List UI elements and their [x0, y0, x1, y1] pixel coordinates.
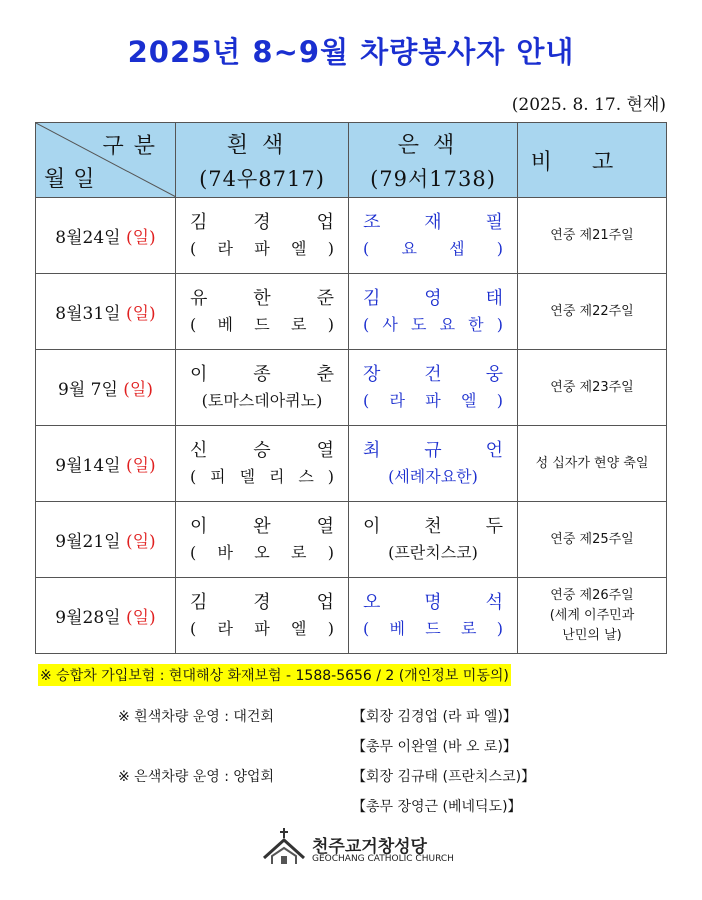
- white-volunteer-name: [190, 438, 334, 464]
- white-volunteer-name: [190, 362, 334, 388]
- table-row: [36, 578, 667, 654]
- liturgical-note: 연중 제22주일: [550, 303, 634, 319]
- saint-char: 바: [217, 542, 233, 562]
- logo-korean: 천주교거창성당: [312, 837, 427, 857]
- silver-volunteer-cell: [349, 350, 518, 426]
- date-cell: [36, 274, 176, 350]
- name-char: 이: [190, 515, 208, 537]
- white-volunteer-cell: [176, 578, 349, 654]
- saint-char: ): [327, 466, 334, 486]
- saint-char: 파: [425, 390, 441, 410]
- service-date: 8월31일: [55, 304, 121, 324]
- liturgical-note: 연중 제21주일: [550, 227, 634, 243]
- saint-char: 베: [217, 314, 233, 334]
- operation-line: [118, 796, 522, 816]
- saint-char: ): [327, 238, 334, 258]
- table-row: [36, 502, 667, 578]
- saint-char: 피: [210, 466, 226, 486]
- white-volunteer-saint-name: [190, 464, 334, 490]
- note-cell: [518, 426, 667, 502]
- white-volunteer-cell: [176, 350, 349, 426]
- saint-char: 라: [389, 390, 405, 410]
- saint-char: (: [363, 238, 370, 258]
- saint-char: ): [327, 314, 334, 334]
- name-char: 완: [253, 515, 271, 537]
- name-char: 업: [316, 211, 334, 233]
- saint-char: (: [190, 542, 197, 562]
- operation-line: [118, 706, 517, 726]
- header-bigo: 비고: [518, 123, 667, 198]
- saint-char: ): [496, 314, 503, 334]
- name-char: 춘: [316, 363, 334, 385]
- date-cell: [36, 350, 176, 426]
- table-row: [36, 198, 667, 274]
- header-silver-car: [349, 123, 518, 198]
- white-volunteer-name: [190, 514, 334, 540]
- silver-volunteer-cell: [349, 502, 518, 578]
- name-char: 조: [363, 211, 381, 233]
- name-char: 경: [253, 211, 271, 233]
- silver-car-name: 은색: [397, 132, 469, 158]
- name-char: 장: [363, 363, 381, 385]
- sunday-marker: (일): [126, 304, 156, 324]
- page-title: 2025년 8~9월 차량봉사자 안내: [127, 35, 575, 69]
- silver-volunteer-name: [363, 210, 503, 236]
- silver-volunteer-name: [363, 590, 503, 616]
- schedule-table: [35, 122, 667, 654]
- silver-volunteer-saint-name: [363, 236, 503, 262]
- table-header-row: [36, 123, 667, 198]
- service-date: 8월24일: [55, 228, 121, 248]
- name-char: 언: [485, 439, 503, 461]
- name-char: 최: [363, 439, 381, 461]
- saint-char: 엘: [290, 238, 307, 258]
- name-char: 규: [424, 439, 442, 461]
- saint-char: (: [190, 618, 197, 638]
- saint-char: 로: [290, 542, 307, 562]
- sunday-marker: (일): [126, 456, 156, 476]
- saint-char: 스: [298, 466, 314, 486]
- silver-volunteer-name: [363, 362, 503, 388]
- name-char: 열: [316, 515, 334, 537]
- white-volunteer-saint-name: [190, 388, 334, 414]
- church-icon: [262, 826, 306, 870]
- table-row: [36, 426, 667, 502]
- saint-char: 오: [254, 542, 270, 562]
- saint-char: (: [363, 618, 370, 638]
- note-cell: [518, 578, 667, 654]
- saint-char: ): [327, 542, 334, 562]
- saint-char: 리: [268, 466, 285, 486]
- saint-char: 델: [239, 466, 256, 486]
- white-volunteer-saint-name: [190, 540, 334, 566]
- name-char: 준: [316, 287, 334, 309]
- saint-char: ): [496, 618, 503, 638]
- saint-char: (: [363, 390, 370, 410]
- saint-char: 파: [254, 238, 270, 258]
- white-volunteer-saint-name: [190, 312, 334, 338]
- saint-char: (: [190, 314, 197, 334]
- saint-char: (세례자요한): [388, 466, 478, 486]
- service-date: 9월14일: [55, 456, 121, 476]
- operation-officer: 【총무 장영근 (베네딕도)】: [352, 799, 522, 815]
- saint-char: 사: [382, 314, 398, 334]
- saint-char: (토마스데아퀴노): [201, 390, 323, 410]
- name-char: 이: [190, 363, 208, 385]
- service-date: 9월 7일: [58, 380, 118, 400]
- logo-english: GEOCHANG CATHOLIC CHURCH: [312, 854, 454, 864]
- silver-volunteer-saint-name: [363, 464, 503, 490]
- saint-char: 도: [410, 314, 427, 334]
- silver-volunteer-name: [363, 438, 503, 464]
- saint-char: 한: [468, 314, 484, 334]
- operation-label: ※ 흰색차량 운영 : 대건회: [118, 709, 274, 725]
- name-char: 신: [190, 439, 208, 461]
- saint-char: 파: [254, 618, 270, 638]
- note-cell: [518, 274, 667, 350]
- saint-char: (: [190, 238, 197, 258]
- header-white-car: [176, 123, 349, 198]
- name-char: 오: [363, 591, 381, 613]
- name-char: 태: [485, 287, 503, 309]
- name-char: 유: [190, 287, 208, 309]
- name-char: 종: [253, 363, 271, 385]
- name-char: 김: [363, 287, 381, 309]
- saint-char: 요: [401, 238, 417, 258]
- saint-char: (: [363, 314, 370, 334]
- saint-char: 베: [389, 618, 405, 638]
- saint-char: 드: [425, 618, 441, 638]
- date-cell: [36, 426, 176, 502]
- silver-volunteer-name: [363, 286, 503, 312]
- note-cell: [518, 502, 667, 578]
- silver-volunteer-cell: [349, 274, 518, 350]
- service-date: 9월28일: [55, 608, 121, 628]
- saint-char: 로: [460, 618, 477, 638]
- date-note: (2025. 8. 17. 현재): [511, 95, 666, 115]
- operation-label: ※ 은색차량 운영 : 양업회: [118, 769, 274, 785]
- silver-volunteer-saint-name: [363, 540, 503, 566]
- service-date: 9월21일: [55, 532, 121, 552]
- white-volunteer-cell: [176, 502, 349, 578]
- date-cell: [36, 502, 176, 578]
- name-char: 승: [253, 439, 271, 461]
- white-car-plate: (74우8717): [199, 166, 325, 191]
- operation-officer: 【회장 김경업 (라 파 엘)】: [352, 709, 517, 725]
- name-char: 웅: [485, 363, 503, 385]
- date-cell: [36, 198, 176, 274]
- name-char: 필: [485, 211, 503, 233]
- name-char: 김: [190, 591, 208, 613]
- operation-officer: 【총무 이완열 (바 오 로)】: [352, 739, 517, 755]
- insurance-note: ※ 승합차 가입보험 : 현대해상 화재보험 - 1588-5656 / 2 (개인정보 미동의): [38, 664, 511, 686]
- name-char: 명: [424, 591, 442, 613]
- header-diagonal-cell: [36, 123, 176, 198]
- white-car-name: 흰색: [226, 132, 298, 158]
- name-char: 김: [190, 211, 208, 233]
- liturgical-note: 연중 제23주일: [550, 379, 634, 395]
- sunday-marker: (일): [126, 608, 156, 628]
- name-char: 재: [424, 211, 442, 233]
- name-char: 열: [316, 439, 334, 461]
- note-cell: [518, 198, 667, 274]
- name-char: 영: [424, 287, 442, 309]
- saint-char: 로: [290, 314, 307, 334]
- name-char: 석: [485, 591, 503, 613]
- silver-volunteer-name: [363, 514, 503, 540]
- header-gubun: 구분: [102, 134, 165, 159]
- silver-car-plate: (79서1738): [370, 166, 496, 191]
- saint-char: 라: [217, 618, 233, 638]
- name-char: 경: [253, 591, 271, 613]
- silver-volunteer-cell: [349, 578, 518, 654]
- saint-char: (: [190, 466, 197, 486]
- saint-char: (프란치스코): [388, 542, 478, 562]
- liturgical-note: 연중 제26주일 (세계 이주민과 난민의 날): [549, 587, 635, 643]
- date-cell: [36, 578, 176, 654]
- saint-char: 드: [254, 314, 270, 334]
- sunday-marker: (일): [126, 532, 156, 552]
- white-volunteer-cell: [176, 426, 349, 502]
- silver-volunteer-saint-name: [363, 388, 503, 414]
- white-volunteer-name: [190, 590, 334, 616]
- saint-char: ): [496, 238, 503, 258]
- operation-line: [118, 766, 535, 786]
- saint-char: 셉: [449, 238, 465, 258]
- silver-volunteer-cell: [349, 426, 518, 502]
- note-cell: [518, 350, 667, 426]
- silver-volunteer-saint-name: [363, 312, 503, 338]
- name-char: 업: [316, 591, 334, 613]
- church-logo: [262, 826, 454, 874]
- silver-volunteer-saint-name: [363, 616, 503, 642]
- saint-char: ): [496, 390, 503, 410]
- saint-char: ): [327, 618, 334, 638]
- white-volunteer-name: [190, 286, 334, 312]
- table-row: [36, 350, 667, 426]
- saint-char: 라: [217, 238, 233, 258]
- white-volunteer-saint-name: [190, 236, 334, 262]
- header-wolil: 월일: [44, 167, 103, 192]
- name-char: 두: [485, 515, 503, 537]
- white-volunteer-cell: [176, 198, 349, 274]
- operation-officer: 【회장 김규태 (프란치스코)】: [352, 769, 536, 785]
- liturgical-note: 성 십자가 현양 축일: [535, 455, 649, 471]
- sunday-marker: (일): [123, 380, 153, 400]
- name-char: 이: [363, 515, 381, 537]
- operation-line: [118, 736, 517, 756]
- saint-char: 요: [439, 314, 456, 334]
- name-char: 한: [253, 287, 271, 309]
- name-char: 천: [424, 515, 442, 537]
- white-volunteer-cell: [176, 274, 349, 350]
- table-row: [36, 274, 667, 350]
- liturgical-note: 연중 제25주일: [550, 531, 634, 547]
- name-char: 건: [424, 363, 442, 385]
- silver-volunteer-cell: [349, 198, 518, 274]
- white-volunteer-saint-name: [190, 616, 334, 642]
- white-volunteer-name: [190, 210, 334, 236]
- saint-char: 엘: [290, 618, 307, 638]
- sunday-marker: (일): [126, 228, 156, 248]
- saint-char: 엘: [460, 390, 477, 410]
